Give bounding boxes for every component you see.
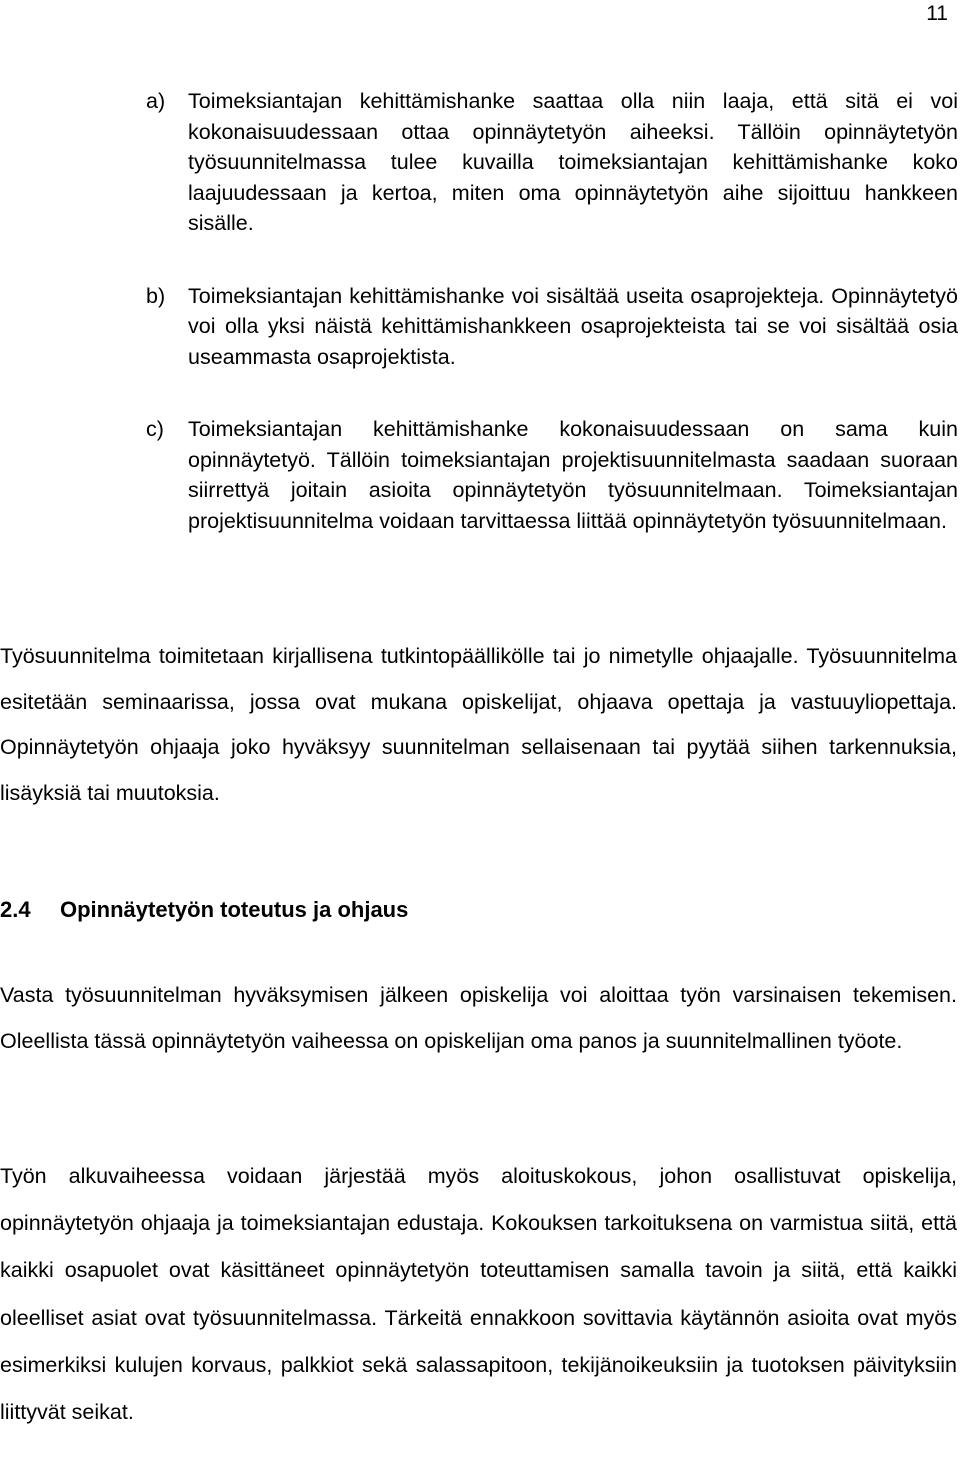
list-marker: a) <box>146 89 166 113</box>
paragraph-work-plan: Työsuunnitelma toimitetaan kirjallisena tutkintopäällikölle tai jo nimetylle ohjaajalle. Työsuunnitelma esitetään seminaarissa, jossa ovat mukana opiskelijat, ohjaava opettaja ja vastuuyliopettaja. Opinnäytetyön ohjaaja joko hyväksyy suunnitelman sellaisenaan tai pyytää siihen tarkennuksia, lisäyksiä tai muutoksia. <box>0 644 957 805</box>
list-item-a <box>0 86 958 239</box>
lettered-list <box>0 86 960 536</box>
list-item-c <box>0 414 958 536</box>
list-item-b <box>0 281 958 373</box>
section-title: Opinnäytetyön toteutus ja ohjaus <box>60 897 409 922</box>
section-heading <box>0 892 408 928</box>
list-marker: c) <box>146 417 164 441</box>
page-number: 11 <box>926 2 948 25</box>
list-item-text: Toimeksiantajan kehittämishanke kokonaisuudessaan on sama kuin opinnäytetyö. Tällöin toimeksiantajan projektisuunnitelmasta saadaan suoraan siirrettyä joitain asioita opinnäytetyön työsuunnitelmaan. Toimeksiantajan projektisuunnitelma voidaan tarvittaessa liittää opinnäytetyön työsuunnitelmaan. <box>188 417 958 533</box>
section-number: 2.4 <box>0 897 31 922</box>
list-item-text: Toimeksiantajan kehittämishanke voi sisältää useita osaprojekteja. Opinnäytetyö voi olla yksi näistä kehittämishankkeen osaprojekteista tai se voi sisältää osia useammasta osaprojektista. <box>188 283 958 369</box>
paragraph-kickoff-meeting: Työn alkuvaiheessa voidaan järjestää myös aloituskokous, johon osallistuvat opiskelija, opinnäytetyön ohjaaja ja toimeksiantajan edustaja. Kokouksen tarkoituksena on varmistua siitä, että kaikki osapuolet ovat käsittäneet opinnäytetyön toteuttamisen samalla tavoin ja siitä, että kaikki oleelliset asiat ovat työsuunnitelmassa. Tärkeitä ennakkoon sovittavia käytännön asioita ovat myös esimerkiksi kulujen korvaus, palkkiot sekä salassapitoon, tekijänoikeuksiin ja tuotoksen päivityksiin liittyvät seikat. <box>0 1164 957 1425</box>
list-marker: b) <box>146 283 166 308</box>
list-item-text: Toimeksiantajan kehittämishanke saattaa olla niin laaja, että sitä ei voi kokonaisuudessaan ottaa opinnäytetyön aiheeksi. Tällöin opinnäytetyön työsuunnitelmassa tulee kuvailla toimeksiantajan kehittämishanke koko laajuudessaan ja kertoa, miten oma opinnäytetyön aihe sijoittuu hankkeen sisälle. <box>188 89 958 235</box>
paragraph-implementation: Vasta työsuunnitelman hyväksymisen jälkeen opiskelija voi aloittaa työn varsinaisen tekemisen. Oleellista tässä opinnäytetyön vaiheessa on opiskelijan oma panos ja suunnitelmallinen työote. <box>0 983 957 1053</box>
